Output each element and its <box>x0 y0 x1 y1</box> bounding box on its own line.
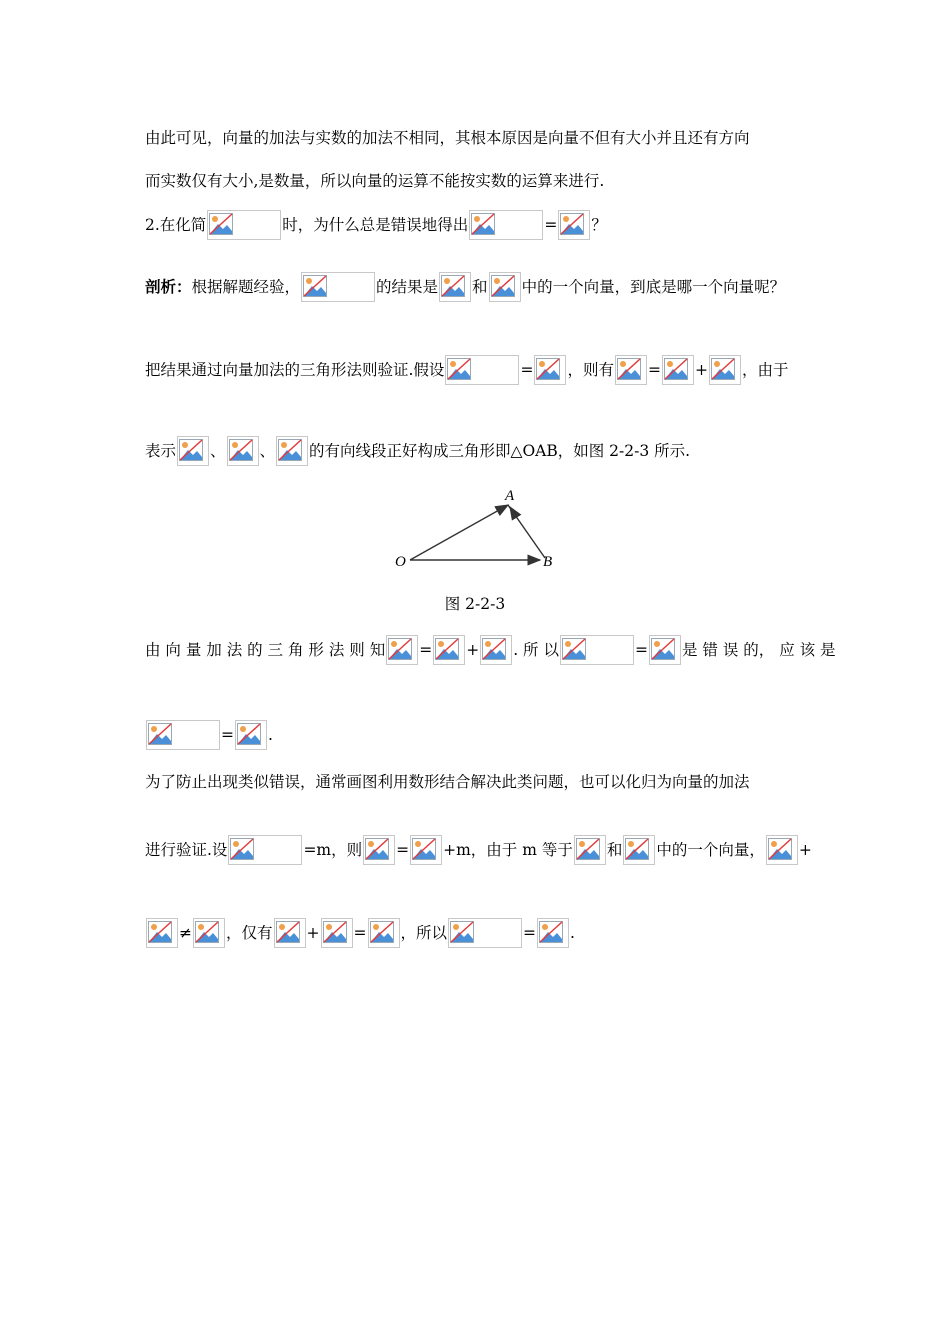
formula-image-icon <box>433 635 465 665</box>
formula-image-icon <box>146 720 220 750</box>
formula-image-icon <box>301 272 375 302</box>
formula-image-icon <box>228 835 302 865</box>
formula-image-icon <box>623 835 655 865</box>
paragraph-line-8: = . <box>145 720 810 750</box>
paragraph-line-7: 由 向 量 加 法 的 三 角 形 法 则 知 = + . 所 以 = 是 错 误 的， 应 该 是 <box>145 635 810 665</box>
formula-image-icon <box>709 355 741 385</box>
formula-image-icon <box>193 918 225 948</box>
formula-image-icon <box>662 355 694 385</box>
formula-image-icon <box>321 918 353 948</box>
label-b: B <box>543 554 553 570</box>
vector-oa <box>410 505 508 560</box>
formula-image-icon <box>235 720 267 750</box>
label-a: A <box>505 488 515 504</box>
formula-image-icon <box>469 210 543 240</box>
formula-image-icon <box>558 210 590 240</box>
paragraph-line-10: 进行验证.设 =m，则 = +m，由于 m 等于 和 中的一个向量， + <box>145 835 810 865</box>
formula-image-icon <box>146 918 178 948</box>
formula-image-icon <box>649 635 681 665</box>
formula-image-icon <box>368 918 400 948</box>
formula-image-icon <box>480 635 512 665</box>
paragraph-line-5: 把结果通过向量加法的三角形法则验证.假设 = ，则有 = + ，由于 <box>145 355 810 385</box>
paragraph-line-2: 而实数仅有大小,是数量，所以向量的运算不能按实数的运算来进行. <box>145 172 605 190</box>
formula-image-icon <box>274 918 306 948</box>
formula-image-icon <box>445 355 519 385</box>
triangle-oab-figure <box>385 480 565 575</box>
formula-image-icon <box>207 210 281 240</box>
paragraph-line-9: 为了防止出现类似错误，通常画图利用数形结合解决此类问题，也可以化归为向量的加法 <box>145 773 750 791</box>
formula-image-icon <box>227 436 259 466</box>
formula-image-icon <box>560 635 634 665</box>
formula-image-icon <box>489 272 521 302</box>
formula-image-icon <box>448 918 522 948</box>
formula-image-icon <box>615 355 647 385</box>
paragraph-line-3: 2.在化简 时，为什么总是错误地得出 = ？ <box>145 210 810 240</box>
figure-caption: 图 2-2-3 <box>444 595 506 613</box>
formula-image-icon <box>410 835 442 865</box>
formula-image-icon <box>276 436 308 466</box>
paragraph-line-6: 表示 、 、 的有向线段正好构成三角形即△OAB，如图 2-2-3 所示. <box>145 436 810 466</box>
formula-image-icon <box>537 918 569 948</box>
formula-image-icon <box>177 436 209 466</box>
paragraph-line-4: 剖析：根据解题经验， 的结果是 和 中的一个向量，到底是哪一个向量呢？ <box>145 272 810 302</box>
formula-image-icon <box>439 272 471 302</box>
analysis-label: 剖析： <box>145 277 192 296</box>
formula-image-icon <box>363 835 395 865</box>
formula-image-icon <box>386 635 418 665</box>
formula-image-icon <box>766 835 798 865</box>
paragraph-line-11: ≠ ，仅有 + = ，所以 = . <box>145 918 810 948</box>
formula-image-icon <box>574 835 606 865</box>
label-o: O <box>395 554 406 570</box>
paragraph-line-1: 由此可见，向量的加法与实数的加法不相同，其根本原因是向量不但有大小并且还有方向 <box>145 129 750 147</box>
formula-image-icon <box>534 355 566 385</box>
